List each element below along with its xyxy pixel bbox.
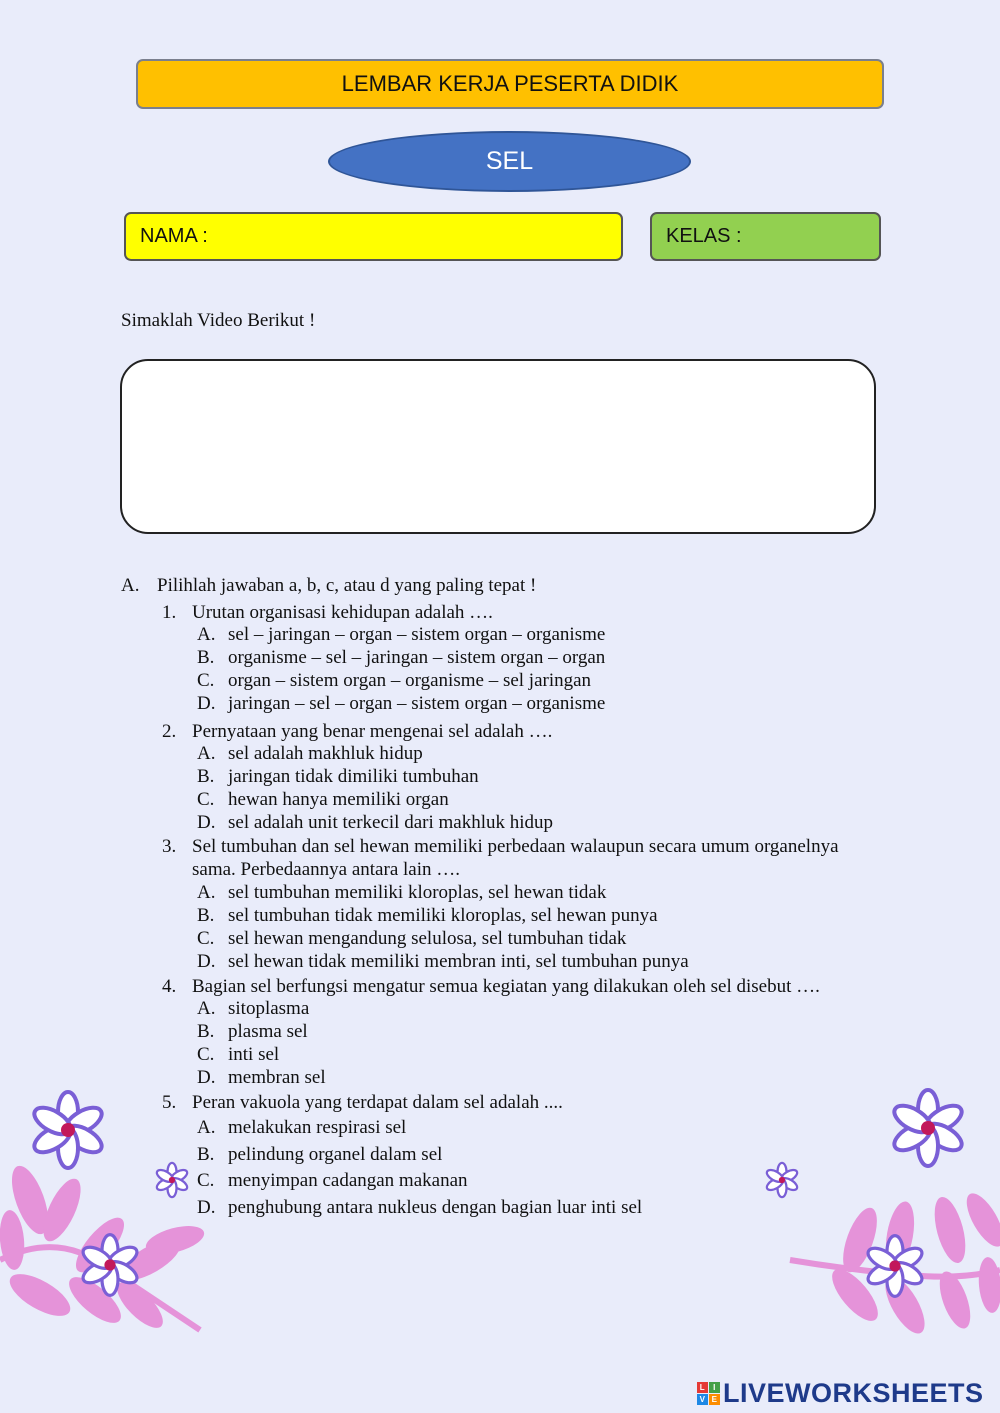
option-1c[interactable]: C. organ – sistem organ – organisme – sel jaringan — [197, 670, 592, 691]
option-3a[interactable]: A. sel tumbuhan memiliki kloroplas, sel hewan tidak — [197, 882, 607, 903]
option-4a[interactable]: A. sitoplasma — [197, 998, 310, 1019]
question-2 — [162, 720, 882, 743]
option-5c[interactable]: C. menyimpan cadangan makanan — [197, 1170, 468, 1191]
video-player[interactable] — [120, 359, 876, 534]
option-1a[interactable]: A. sel – jaringan – organ – sistem organ – organisme — [197, 624, 606, 645]
question-5 — [162, 1091, 882, 1114]
question-text: Sel tumbuhan dan sel hewan memiliki perbedaan walaupun secara umum organelnya sama. Perbedaannya antara lain …. — [192, 836, 839, 880]
topic-badge: SEL — [328, 131, 691, 192]
section-instruction — [121, 575, 536, 597]
option-3d[interactable]: D. sel hewan tidak memiliki membran inti, sel tumbuhan punya — [197, 951, 689, 972]
option-2d[interactable]: D. sel adalah unit terkecil dari makhluk hidup — [197, 812, 554, 833]
question-number: 5. — [162, 1092, 177, 1113]
logo-text: LIVEWORKSHEETS — [723, 1378, 984, 1408]
question-1 — [162, 601, 882, 624]
class-field[interactable]: KELAS : — [650, 212, 881, 261]
option-2b[interactable]: B. jaringan tidak dimiliki tumbuhan — [197, 766, 479, 787]
question-text: Urutan organisasi kehidupan adalah …. — [192, 602, 493, 623]
option-2c[interactable]: C. hewan hanya memiliki organ — [197, 789, 449, 810]
section-instruction-text: Pilihlah jawaban a, b, c, atau d yang paling tepat ! — [157, 575, 537, 596]
flower-icon — [30, 1092, 106, 1168]
option-5a[interactable]: A. melakukan respirasi sel — [197, 1117, 407, 1138]
option-1b[interactable]: B. organisme – sel – jaringan – sistem organ – organ — [197, 647, 606, 668]
option-3b[interactable]: B. sel tumbuhan tidak memiliki kloroplas, sel hewan punya — [197, 905, 658, 926]
video-instruction: Simaklah Video Berikut ! — [121, 310, 316, 331]
floral-decoration-right — [760, 1080, 1000, 1340]
question-4 — [162, 975, 882, 998]
question-number: 2. — [162, 721, 177, 742]
worksheet-title: LEMBAR KERJA PESERTA DIDIK — [136, 59, 884, 109]
question-text: Peran vakuola yang terdapat dalam sel adalah .... — [192, 1092, 563, 1113]
option-4b[interactable]: B. plasma sel — [197, 1021, 308, 1042]
option-3c[interactable]: C. sel hewan mengandung selulosa, sel tumbuhan tidak — [197, 928, 627, 949]
logo-mark-icon: L I V E — [697, 1382, 720, 1405]
question-number: 3. — [162, 836, 177, 857]
section-label: A. — [121, 575, 140, 596]
option-2a[interactable]: A. sel adalah makhluk hidup — [197, 743, 423, 764]
question-text: Bagian sel berfungsi mengatur semua kegiatan yang dilakukan oleh sel disebut …. — [192, 976, 820, 997]
question-3 — [162, 835, 882, 881]
option-4c[interactable]: C. inti sel — [197, 1044, 280, 1065]
question-number: 4. — [162, 976, 177, 997]
liveworksheets-logo[interactable] — [697, 1378, 984, 1409]
option-1d[interactable]: D. jaringan – sel – organ – sistem organ – organisme — [197, 693, 606, 714]
option-4d[interactable]: D. membran sel — [197, 1067, 326, 1088]
question-number: 1. — [162, 602, 177, 623]
option-5b[interactable]: B. pelindung organel dalam sel — [197, 1144, 443, 1165]
name-field[interactable]: NAMA : — [124, 212, 623, 261]
option-5d[interactable]: D. penghubung antara nukleus dengan bagian luar inti sel — [197, 1197, 643, 1218]
question-text: Pernyataan yang benar mengenai sel adalah …. — [192, 721, 553, 742]
